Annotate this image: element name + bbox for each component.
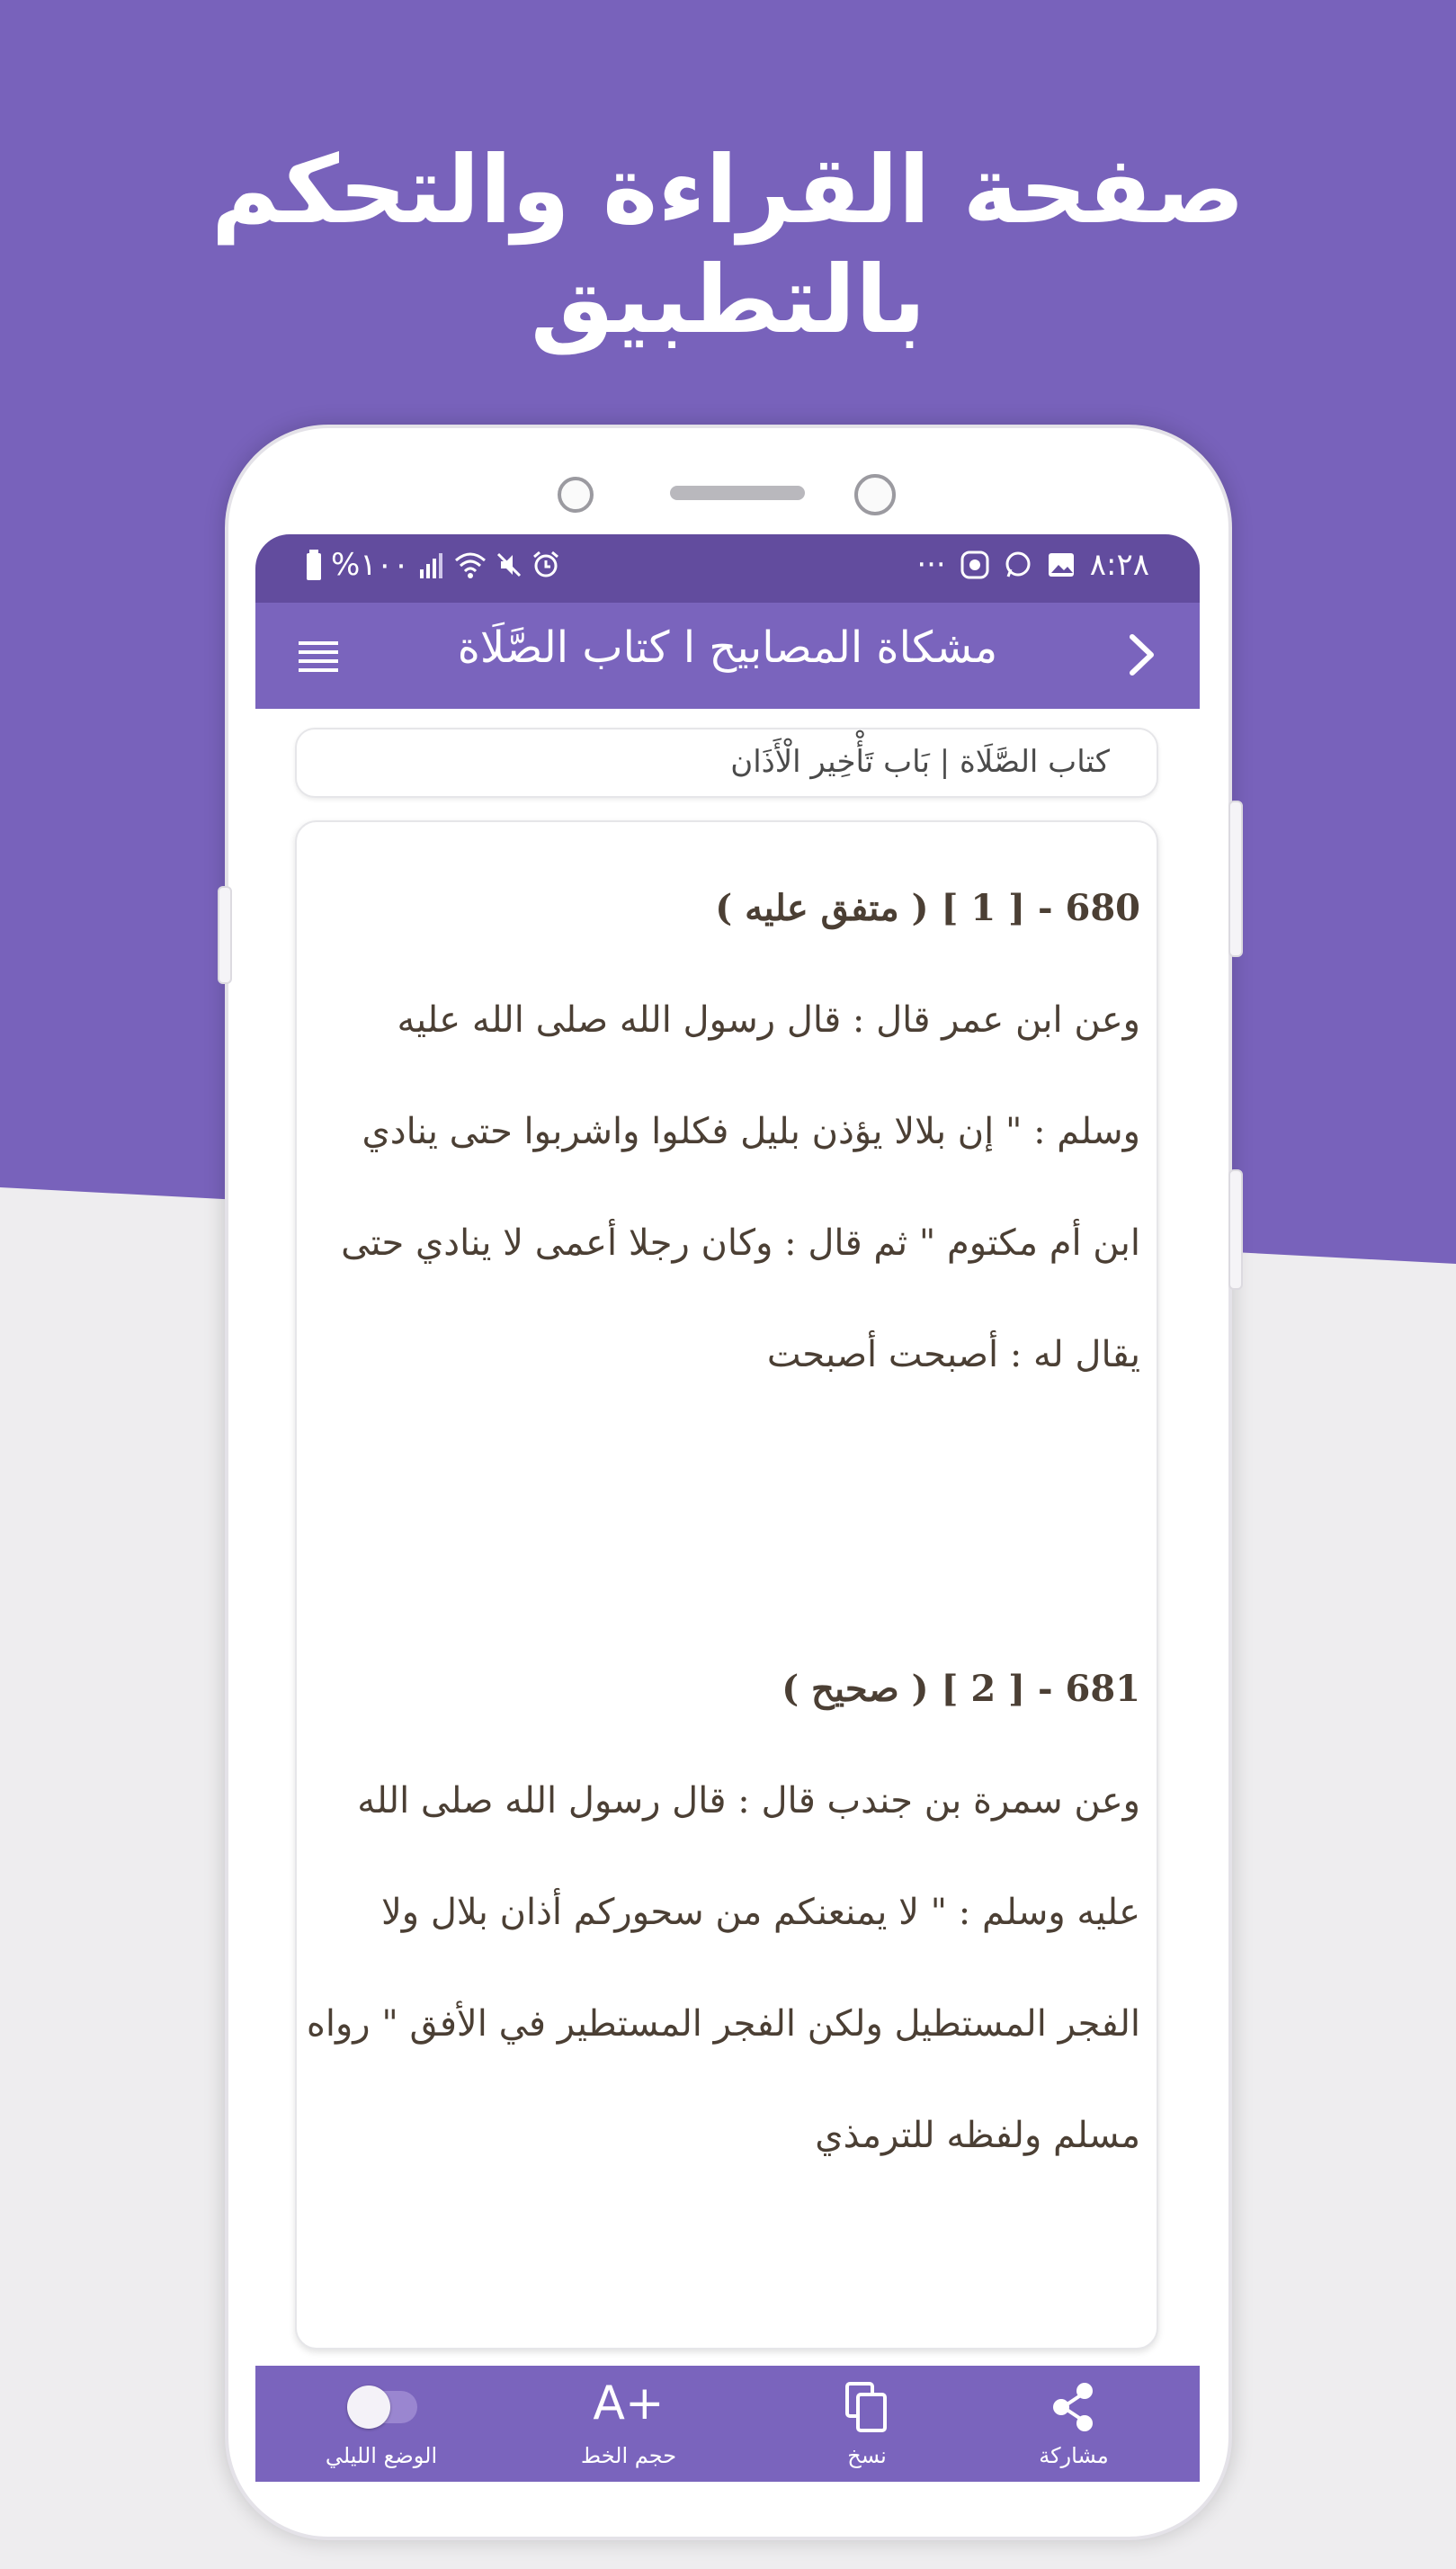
copy-label: نسخ xyxy=(847,2443,887,2468)
share-icon xyxy=(1049,2380,1099,2434)
breadcrumb xyxy=(295,728,1158,798)
app-icon xyxy=(960,550,989,579)
battery-percent: %١٠٠ xyxy=(331,547,410,583)
promo-headline: صفحة القراءة والتحكم بالتطبيق xyxy=(210,135,1246,354)
battery-icon xyxy=(306,550,322,580)
hadith-item xyxy=(304,853,1140,1410)
app-bar xyxy=(255,603,1200,709)
bottom-toolbar xyxy=(255,2366,1200,2482)
breadcrumb-text: كتاب الصَّلَاة | بَاب تَأْخِير الْأَذَان xyxy=(730,744,1110,780)
toggle-knob xyxy=(347,2386,390,2429)
phone-power-button xyxy=(1228,801,1243,957)
phone-volume-button xyxy=(218,886,232,984)
hadith-card[interactable] xyxy=(295,820,1158,2350)
status-time: ٨:٢٨ xyxy=(1089,547,1149,583)
hadith-content xyxy=(304,853,1140,2350)
copy-icon xyxy=(842,2380,892,2434)
share-label: مشاركة xyxy=(1039,2443,1109,2468)
phone-front-camera xyxy=(854,474,896,515)
hadith-item xyxy=(304,1634,1140,2191)
night-mode-label: الوضع الليلي xyxy=(325,2443,438,2468)
status-overflow: ··· xyxy=(916,547,946,583)
font-size-label: حجم الخط xyxy=(580,2443,677,2468)
phone-speaker xyxy=(670,486,805,500)
hadith-header: 681 - [ 2 ] ( صحيح ) xyxy=(782,1668,1140,1710)
alarm-icon xyxy=(531,550,560,579)
signal-icon xyxy=(418,551,445,578)
gallery-icon xyxy=(1047,551,1076,578)
status-bar xyxy=(255,534,1200,603)
mute-icon xyxy=(496,551,523,578)
page-title: مشكاة المصابيح ا كتاب الصَّلَاة xyxy=(457,622,998,673)
hadith-text: وعن ابن عمر قال : قال رسول الله صلى الله عليه وسلم : " إن بلالا يؤذن بليل فكلوا واشربوا حتى ينادي ابن أم مكتوم " ثم قال : وكان رجلا أعمى لا ينادي حتى يقال له : أصبحت أصبحت xyxy=(341,999,1140,1375)
whatsapp-icon xyxy=(1004,550,1032,579)
app-screen xyxy=(255,534,1200,2482)
font-size-icon: A+ xyxy=(593,2377,665,2430)
menu-icon[interactable] xyxy=(297,633,342,678)
chevron-right-icon[interactable] xyxy=(1119,630,1164,680)
wifi-icon xyxy=(454,551,487,578)
night-mode-toggle[interactable] xyxy=(349,2391,417,2423)
hadith-text: وعن سمرة بن جندب قال : قال رسول الله صلى الله عليه وسلم : " لا يمنعنكم من سحوركم أذان بلال ولا الفجر المستطيل ولكن الفجر المستطير في الأفق " رواه مسلم ولفظه للترمذي xyxy=(306,1780,1140,2156)
hadith-header: 680 - [ 1 ] ( متفق عليه ) xyxy=(715,887,1140,929)
phone-sensor xyxy=(558,477,594,513)
phone-side-button xyxy=(1228,1169,1243,1290)
